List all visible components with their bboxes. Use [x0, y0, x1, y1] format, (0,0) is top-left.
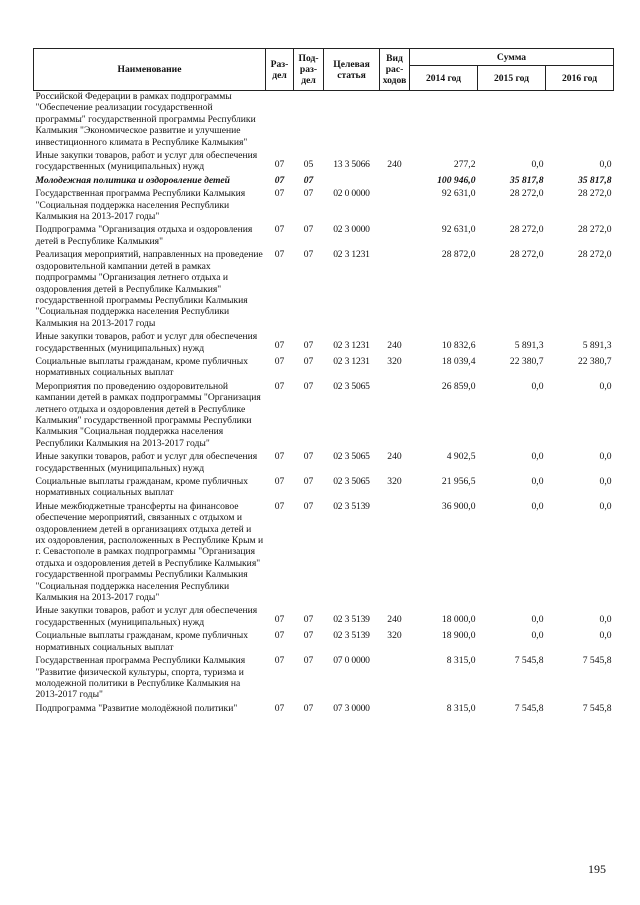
- cell-podrazdel: 07: [303, 614, 314, 626]
- cell-sum-2014: 21 956,5: [441, 476, 476, 487]
- cell-celevaya-statya: 02 3 1231: [333, 340, 370, 352]
- cell-sum-2016: 0,0: [599, 159, 612, 171]
- cell-name: Государственная программа Республики Калмыкия "Социальная поддержка населения Республики Калмыкия на 2013-2017 годы": [35, 188, 246, 223]
- cell-razdel: 07: [274, 249, 285, 261]
- cell-celevaya-statya: 02 3 5065: [333, 476, 370, 487]
- cell-celevaya-statya: [324, 91, 380, 151]
- cell-vid-rashodov: 240: [387, 614, 402, 626]
- cell-vid-rashodov: [380, 655, 410, 703]
- cell-vid-rashodov: [380, 175, 410, 188]
- cell-vid-rashodov: 320: [387, 355, 402, 367]
- table-row: [34, 175, 614, 188]
- table-row: [34, 605, 614, 630]
- page-number: 195: [588, 862, 606, 876]
- cell-name: Социальные выплаты гражданам, кроме публичных нормативных социальных выплат: [35, 476, 249, 499]
- header-2014: 2014 год: [410, 66, 478, 91]
- cell-sum-2015: 22 380,7: [509, 355, 544, 367]
- cell-celevaya-statya: 02 3 5139: [333, 500, 370, 512]
- cell-sum-2015: 0,0: [531, 500, 544, 512]
- cell-sum-2016: 0,0: [599, 476, 612, 487]
- cell-sum-2014: 26 859,0: [441, 380, 476, 392]
- cell-sum-2014: 92 631,0: [441, 224, 476, 236]
- cell-podrazdel: 07: [303, 451, 314, 463]
- cell-name: Социальные выплаты гражданам, кроме публичных нормативных социальных выплат: [35, 355, 249, 379]
- header-summa: Сумма: [410, 49, 614, 66]
- cell-razdel: 07: [274, 702, 285, 714]
- cell-name: Реализация мероприятий, направленных на проведение оздоровительной кампании детей в рамках подпрограммы "Организация летнего отдыха и оздоровления детей в Республике Калмыкия" государственной программы Республики Калмыкия "Социальная поддержка населения Республики Калмыкия на 2013-2017 годы: [35, 249, 263, 329]
- header-podrazdel-text: Под- раз- дел: [298, 53, 319, 86]
- table-row: [34, 150, 614, 175]
- cell-vid-rashodov: [380, 188, 410, 224]
- cell-sum-2014: 18 900,0: [441, 630, 476, 642]
- cell-razdel: 07: [274, 451, 285, 463]
- cell-sum-2015: 0,0: [531, 630, 544, 642]
- cell-sum-2014: 10 832,6: [441, 340, 476, 352]
- cell-name: Подпрограмма "Развитие молодёжной политики": [35, 702, 238, 714]
- cell-sum-2016: 35 817,8: [577, 174, 612, 186]
- cell-podrazdel: 07: [303, 380, 314, 392]
- cell-sum-2014: 100 946,0: [437, 174, 476, 186]
- cell-sum-2015: 28 272,0: [509, 188, 544, 200]
- cell-vid-rashodov: [380, 224, 410, 249]
- header-razdel: [266, 49, 294, 91]
- cell-podrazdel: [294, 91, 324, 151]
- cell-vid-rashodov: 240: [387, 340, 402, 352]
- table-row: [34, 703, 614, 716]
- cell-sum-2015: 0,0: [531, 159, 544, 171]
- table-row: [34, 451, 614, 476]
- header-2016: 2016 год: [546, 66, 614, 91]
- table-row: [34, 331, 614, 356]
- cell-celevaya-statya: 02 3 5139: [333, 614, 370, 626]
- cell-razdel: [266, 91, 294, 151]
- cell-razdel: 07: [274, 159, 285, 171]
- header-razdel-text: Раз- дел: [270, 58, 289, 81]
- cell-sum-2014: 92 631,0: [441, 188, 476, 200]
- header-celevaya-text: Целевая статья: [333, 58, 370, 81]
- cell-sum-2015: 7 545,8: [514, 655, 544, 667]
- cell-sum-2014: 277,2: [453, 159, 476, 171]
- cell-sum-2014: [410, 91, 478, 151]
- table-row: [34, 476, 614, 501]
- cell-sum-2015: 35 817,8: [509, 174, 544, 186]
- cell-podrazdel: 07: [303, 702, 314, 714]
- cell-razdel: 07: [274, 630, 285, 642]
- cell-sum-2016: 5 891,3: [582, 340, 612, 352]
- header-vid-text: Вид рас- ходов: [382, 53, 407, 86]
- cell-sum-2016: 7 545,8: [582, 655, 612, 667]
- cell-podrazdel: 07: [303, 500, 314, 512]
- cell-celevaya-statya: 02 3 1231: [333, 355, 370, 367]
- cell-sum-2016: 7 545,8: [582, 702, 612, 714]
- cell-razdel: 07: [274, 500, 285, 512]
- cell-sum-2016: 28 272,0: [577, 249, 612, 261]
- cell-celevaya-statya: 02 3 0000: [333, 224, 370, 236]
- cell-sum-2016: 0,0: [599, 380, 612, 392]
- cell-sum-2016: 28 272,0: [577, 224, 612, 236]
- cell-celevaya-statya: 02 3 5065: [333, 451, 370, 463]
- cell-sum-2016: [546, 91, 614, 151]
- cell-name: Мероприятия по проведению оздоровительной кампании детей в рамках подпрограммы "Организация летнего отдыха и оздоровления детей в Республике Калмыкия" государственной программы Республики Калмыкия "Социальная поддержка населения Республики Калмыкия на 2013-2017 годы": [35, 380, 261, 449]
- cell-podrazdel: 07: [303, 188, 314, 200]
- cell-sum-2015: 5 891,3: [514, 340, 544, 352]
- cell-name: Иные закупки товаров, работ и услуг для обеспечения государственных (муниципальных) нужд: [35, 331, 258, 354]
- cell-name: Молодежная политика и оздоровление детей: [35, 174, 230, 186]
- cell-sum-2014: 18 039,4: [441, 355, 476, 367]
- cell-podrazdel: 07: [303, 476, 314, 487]
- cell-name: Российской Федерации в рамках подпрограммы "Обеспечение реализации государственной программы" государственной программы Республики Калмыкия "Экономическое развитие и улучшение инвестиционного климата в Республике Калмыкия": [35, 91, 256, 148]
- cell-podrazdel: 07: [303, 655, 314, 667]
- cell-sum-2015: 28 272,0: [509, 249, 544, 261]
- cell-razdel: 07: [274, 655, 285, 667]
- cell-razdel: 07: [274, 476, 285, 487]
- cell-sum-2016: 28 272,0: [577, 188, 612, 200]
- cell-podrazdel: 07: [303, 355, 314, 367]
- cell-sum-2014: 4 902,5: [446, 451, 476, 463]
- cell-celevaya-statya: 13 3 5066: [333, 159, 370, 171]
- cell-podrazdel: 07: [303, 224, 314, 236]
- header-name: Наименование: [34, 49, 266, 91]
- cell-sum-2016: 22 380,7: [577, 355, 612, 367]
- cell-razdel: 07: [274, 380, 285, 392]
- cell-razdel: 07: [274, 188, 285, 200]
- cell-razdel: 07: [274, 340, 285, 352]
- cell-celevaya-statya: 02 3 5139: [333, 630, 370, 642]
- cell-celevaya-statya: 02 3 1231: [333, 249, 370, 261]
- cell-celevaya-statya: [324, 175, 380, 188]
- cell-name: Иные закупки товаров, работ и услуг для обеспечения государственных (муниципальных) нужд: [35, 605, 258, 628]
- cell-name: Иные закупки товаров, работ и услуг для обеспечения государственных (муниципальных) нужд: [35, 451, 258, 474]
- header-2015: 2015 год: [478, 66, 546, 91]
- table-row: [34, 356, 614, 381]
- budget-table: [33, 48, 614, 716]
- cell-podrazdel: 07: [303, 174, 314, 186]
- cell-vid-rashodov: 240: [387, 159, 402, 171]
- cell-sum-2016: 0,0: [599, 500, 612, 512]
- cell-sum-2016: 0,0: [599, 451, 612, 463]
- table-body: [34, 91, 614, 717]
- cell-sum-2015: [478, 91, 546, 151]
- cell-razdel: 07: [274, 614, 285, 626]
- cell-vid-rashodov: [380, 381, 410, 451]
- cell-sum-2015: 28 272,0: [509, 224, 544, 236]
- table-row: [34, 188, 614, 224]
- cell-razdel: 07: [274, 174, 285, 186]
- cell-sum-2016: 0,0: [599, 630, 612, 642]
- cell-name: Государственная программа Республики Калмыкия "Развитие физической культуры, спорта, туризма и молодежной политики в Республике Калмыкия на 2013-2017 годы": [35, 655, 246, 701]
- cell-podrazdel: 07: [303, 249, 314, 261]
- cell-sum-2015: 0,0: [531, 614, 544, 626]
- cell-sum-2015: 0,0: [531, 451, 544, 463]
- cell-sum-2015: 0,0: [531, 476, 544, 487]
- cell-razdel: 07: [274, 224, 285, 236]
- cell-sum-2014: 36 900,0: [441, 500, 476, 512]
- cell-vid-rashodov: [380, 703, 410, 716]
- cell-celevaya-statya: 02 3 5065: [333, 380, 370, 392]
- cell-sum-2014: 18 000,0: [441, 614, 476, 626]
- cell-vid-rashodov: [380, 249, 410, 331]
- cell-name: Иные закупки товаров, работ и услуг для обеспечения государственных (муниципальных) нужд: [35, 150, 258, 173]
- cell-sum-2014: 8 315,0: [446, 655, 476, 667]
- table-row: [34, 630, 614, 655]
- table-header: [34, 49, 614, 91]
- cell-vid-rashodov: [380, 91, 410, 151]
- table-row: [34, 655, 614, 703]
- cell-celevaya-statya: 02 0 0000: [333, 188, 370, 200]
- cell-podrazdel: 07: [303, 630, 314, 642]
- cell-vid-rashodov: 240: [387, 451, 402, 463]
- cell-name: Подпрограмма "Организация отдыха и оздоровления детей в Республике Калмыкия": [35, 224, 253, 247]
- cell-name: Иные межбюджетные трансферты на финансовое обеспечение мероприятий, связанных с отдыхом и оздоровлением детей в организациях отдыха детей и их оздоровления, расположенных в Республике Крым и г. Севастополе в рамках подпрограммы "Организация отдыха и оздоровления детей в Республике Калмыкия" государственной программы Республики Калмыкия "Социальная поддержка населения Республики Калмыкия на 2013-2017 годы": [35, 500, 264, 604]
- table-row: [34, 381, 614, 451]
- cell-celevaya-statya: 07 0 0000: [333, 655, 370, 667]
- cell-name: Социальные выплаты гражданам, кроме публичных нормативных социальных выплат: [35, 630, 249, 653]
- table-row: [34, 91, 614, 151]
- header-vid: [380, 49, 410, 91]
- cell-sum-2014: 8 315,0: [446, 702, 476, 714]
- cell-razdel: 07: [274, 355, 285, 367]
- cell-sum-2016: 0,0: [599, 614, 612, 626]
- table-row: [34, 249, 614, 331]
- cell-podrazdel: 07: [303, 340, 314, 352]
- cell-sum-2015: 0,0: [531, 380, 544, 392]
- cell-vid-rashodov: 320: [387, 630, 402, 642]
- cell-podrazdel: 05: [303, 159, 314, 171]
- header-podrazdel: [294, 49, 324, 91]
- cell-sum-2015: 7 545,8: [514, 702, 544, 714]
- cell-vid-rashodov: 320: [387, 476, 402, 487]
- table-row: [34, 224, 614, 249]
- cell-celevaya-statya: 07 3 0000: [333, 702, 370, 714]
- cell-vid-rashodov: [380, 501, 410, 606]
- header-celevaya: [324, 49, 380, 91]
- cell-sum-2014: 28 872,0: [441, 249, 476, 261]
- table-row: [34, 501, 614, 606]
